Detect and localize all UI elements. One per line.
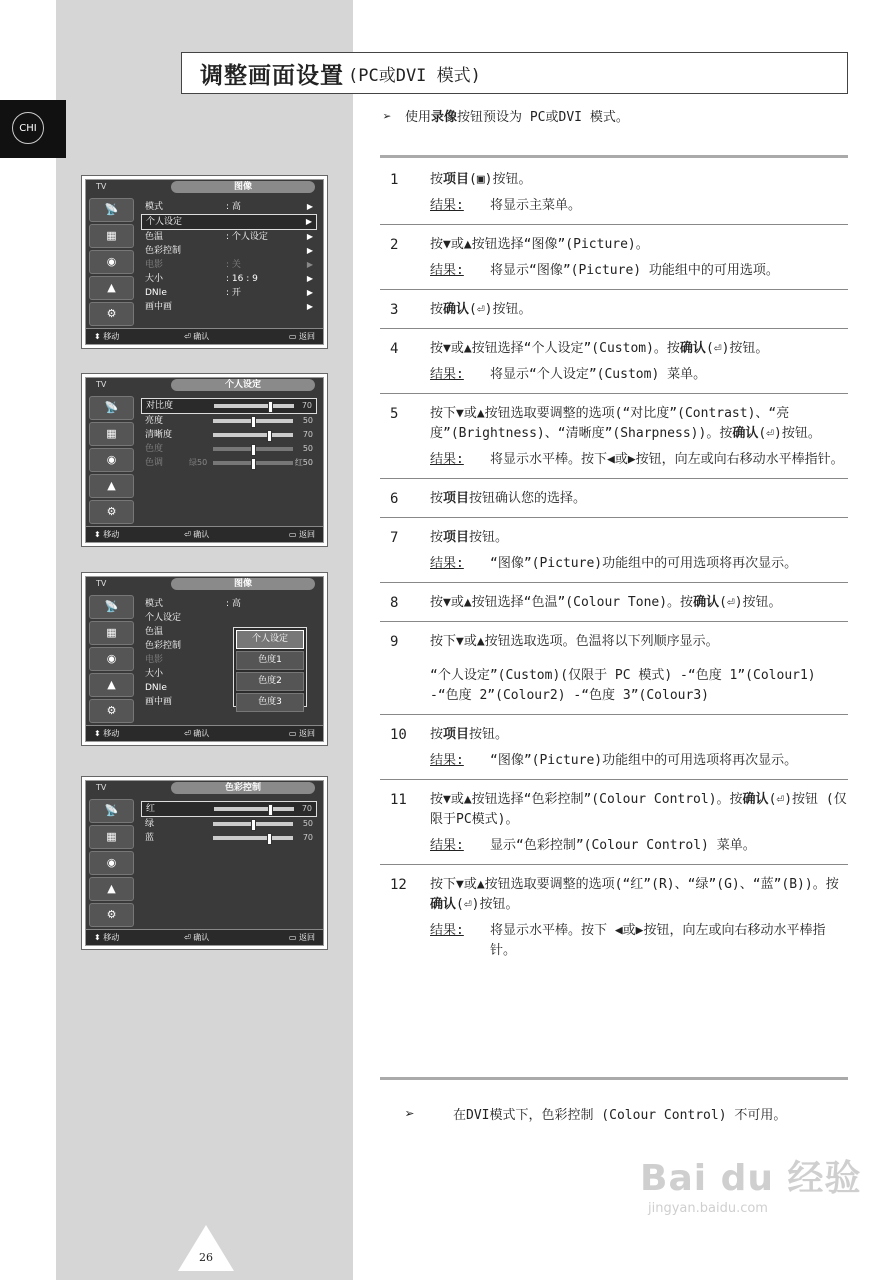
divider-bottom	[380, 1077, 848, 1080]
step-result	[430, 836, 848, 856]
osd-menu-item	[141, 831, 317, 845]
osd-item-value: : 个人设定	[226, 232, 268, 242]
osd-item-label: 大小	[145, 669, 164, 679]
setup-icon: ⚙	[89, 302, 134, 326]
osd-item-label: 大小	[145, 274, 164, 284]
step-segment: 按	[430, 491, 444, 506]
osd-menu-list	[141, 200, 317, 314]
popup-option: 色度1	[236, 651, 304, 670]
step-bold: 项目	[443, 491, 470, 506]
language-tab	[0, 100, 66, 158]
step-segment: 按▼或▲按钮选择“图像”(Picture)。	[430, 237, 649, 252]
note-text: 在DVI模式下，色彩控制 (Colour Control) 不可用。	[453, 1108, 787, 1123]
step-bold: 项目	[443, 172, 470, 187]
osd-slider-knob	[251, 416, 256, 428]
osd-slider-knob	[267, 430, 272, 442]
step-text	[430, 235, 848, 255]
step-number: 3	[390, 302, 399, 318]
osd-icon-column	[89, 396, 134, 526]
osd-slider-knob	[251, 458, 256, 470]
step-text	[430, 170, 848, 190]
chevron-right-icon: ▶	[306, 232, 313, 241]
osd-bar-left-label: 绿50	[189, 458, 208, 467]
step-item	[380, 160, 848, 225]
page-title	[181, 52, 848, 94]
step-result	[430, 921, 848, 961]
step-segment: (⏎)按钮。	[705, 341, 769, 356]
step-segment: 按▼或▲按钮选择“色温”(Colour Tone)。按	[430, 595, 694, 610]
osd-tv-label: TV	[96, 182, 107, 191]
sound-icon: ◉	[89, 250, 134, 274]
osd-item-label: 绿	[145, 819, 155, 829]
osd-slider-value: 50	[302, 819, 313, 828]
osd-slider	[213, 447, 293, 451]
watermark	[640, 1150, 862, 1216]
picture-icon: ▦	[89, 224, 134, 248]
osd-slider-value: 70	[302, 833, 313, 842]
osd-menu-item	[141, 414, 317, 428]
osd-item-label: 色温	[145, 232, 164, 242]
osd-move-hint: ⬍ 移动	[94, 729, 120, 738]
step-result	[430, 450, 848, 470]
osd-move-hint: ⬍ 移动	[94, 332, 120, 341]
step-item	[380, 290, 848, 329]
step-segment: 按下▼或▲按钮选取要调整的选项(“红”(R)、“绿”(G)、“蓝”(B))。按	[430, 877, 839, 892]
result-label: 结果:	[430, 838, 464, 853]
sound-icon: ◉	[89, 448, 134, 472]
osd-colour-control-menu	[81, 776, 328, 950]
step-number: 1	[390, 172, 399, 188]
osd-screen	[85, 377, 324, 543]
osd-menu-item	[141, 300, 317, 314]
osd-item-label: DNIe	[145, 288, 167, 298]
step-text	[430, 489, 848, 509]
step-number: 10	[390, 727, 407, 743]
osd-screen	[85, 576, 324, 742]
osd-menu-item	[141, 244, 317, 258]
watermark-url: jingyan.baidu.com	[648, 1201, 768, 1216]
chevron-right-icon: ▶	[306, 260, 313, 269]
step-segment: (▣)按钮。	[469, 172, 532, 187]
osd-item-value: : 16 : 9	[226, 274, 258, 284]
step-segment: 按钮。	[469, 727, 509, 742]
picture-icon: ▦	[89, 422, 134, 446]
osd-item-label: 色度	[145, 444, 164, 454]
step-item	[380, 715, 848, 780]
step-segment: 按	[430, 530, 444, 545]
popup-option: 色度3	[236, 693, 304, 712]
page-marker	[178, 1225, 234, 1271]
osd-item-value: : 开	[226, 288, 241, 298]
title-sub: (PC或DVI 模式)	[348, 65, 481, 86]
step-text	[430, 528, 848, 548]
step-text	[430, 790, 848, 830]
step-result	[430, 554, 848, 574]
chevron-right-icon: ▶	[306, 302, 313, 311]
antenna-icon: 📡	[89, 198, 134, 222]
chevron-right-icon: ▶	[306, 202, 313, 211]
step-number: 6	[390, 491, 399, 507]
step-text	[430, 632, 848, 652]
step-text	[430, 404, 848, 444]
channel-icon: ▲	[89, 673, 134, 697]
osd-help-bar	[86, 929, 323, 945]
osd-slider	[213, 461, 293, 465]
chevron-right-icon: ▶	[306, 246, 313, 255]
osd-item-label: 模式	[145, 202, 164, 212]
osd-help-bar	[86, 526, 323, 542]
osd-item-label: 个人设定	[146, 217, 183, 227]
result-label: 结果:	[430, 556, 464, 571]
result-label: 结果:	[430, 367, 464, 382]
intro-text: 使用	[405, 110, 432, 125]
antenna-icon: 📡	[89, 396, 134, 420]
osd-slider-value: 红50	[294, 458, 313, 467]
picture-icon: ▦	[89, 825, 134, 849]
step-bold: 确认	[693, 595, 720, 610]
osd-menu-item	[141, 272, 317, 286]
osd-topbar	[86, 577, 323, 591]
result-text: 将显示水平棒。按下 ◀或▶按钮，向左或向右移动水平棒指针。	[490, 923, 826, 958]
osd-item-label: 色彩控制	[145, 246, 182, 256]
arrow-icon: ➢	[383, 109, 392, 125]
osd-move-hint: ⬍ 移动	[94, 933, 120, 942]
osd-menu-item	[141, 817, 317, 831]
colour-tone-popup	[233, 627, 307, 707]
divider-top	[380, 155, 848, 158]
result-text: 将显示主菜单。	[490, 198, 582, 213]
step-bold: 确认	[443, 302, 470, 317]
step-segment: 按下▼或▲按钮选取选项。色温将以下列顺序显示。	[430, 634, 719, 649]
osd-header: 色彩控制	[171, 782, 315, 794]
step-bold: 确认	[430, 897, 457, 912]
step-item	[380, 518, 848, 583]
osd-menu-list	[141, 398, 317, 470]
osd-slider-knob	[268, 401, 273, 413]
osd-back-hint: ▭ 返回	[288, 530, 315, 539]
setup-icon: ⚙	[89, 699, 134, 723]
page-number	[178, 1225, 234, 1271]
step-result	[430, 751, 848, 771]
osd-slider	[213, 419, 293, 423]
step-result	[430, 365, 848, 385]
osd-colour-tone-menu	[81, 572, 328, 746]
chevron-right-icon: ▶	[306, 288, 313, 297]
result-text: “图像”(Picture)功能组中的可用选项将再次显示。	[490, 556, 798, 571]
channel-icon: ▲	[89, 276, 134, 300]
osd-menu-item	[141, 597, 317, 611]
step-result	[430, 196, 848, 216]
osd-menu-list	[141, 801, 317, 845]
osd-header: 个人设定	[171, 379, 315, 391]
step-result	[430, 261, 848, 281]
osd-item-label: 蓝	[145, 833, 155, 843]
step-number: 2	[390, 237, 399, 253]
result-label: 结果:	[430, 452, 464, 467]
osd-header: 图像	[171, 181, 315, 193]
language-badge: CHI	[12, 112, 44, 144]
osd-menu-item	[141, 258, 317, 272]
osd-item-value: : 高	[226, 202, 241, 212]
osd-menu-item	[141, 200, 317, 214]
popup-option: 色度2	[236, 672, 304, 691]
osd-icon-column	[89, 198, 134, 328]
osd-item-label: 清晰度	[145, 430, 173, 440]
osd-slider-value: 50	[302, 444, 313, 453]
osd-screen	[85, 179, 324, 345]
step-number: 12	[390, 877, 407, 893]
osd-item-label: 模式	[145, 599, 164, 609]
step-number: 7	[390, 530, 399, 546]
osd-enter-hint: ⏎ 确认	[184, 530, 210, 539]
sound-icon: ◉	[89, 851, 134, 875]
step-segment: (⏎)按钮。	[469, 302, 532, 317]
result-label: 结果:	[430, 923, 464, 938]
result-text: 将显示“图像”(Picture) 功能组中的可用选项。	[490, 263, 779, 278]
result-label: 结果:	[430, 263, 464, 278]
osd-menu-item	[141, 428, 317, 442]
osd-back-hint: ▭ 返回	[288, 729, 315, 738]
osd-screen	[85, 780, 324, 946]
osd-slider	[213, 433, 293, 437]
step-text	[430, 725, 848, 745]
osd-enter-hint: ⏎ 确认	[184, 729, 210, 738]
osd-back-hint: ▭ 返回	[288, 332, 315, 341]
osd-item-value: : 高	[226, 599, 241, 609]
osd-icon-column	[89, 799, 134, 929]
step-item	[380, 479, 848, 518]
step-segment: 按	[430, 727, 444, 742]
osd-item-label: 电影	[145, 655, 164, 665]
osd-menu-item	[141, 398, 317, 414]
osd-item-label: 色温	[145, 627, 164, 637]
step-segment: 按▼或▲按钮选择“个人设定”(Custom)。按	[430, 341, 680, 356]
osd-item-label: DNIe	[145, 683, 167, 693]
osd-slider-value: 70	[301, 401, 312, 410]
step-segment: (⏎)按钮。	[456, 897, 519, 912]
chevron-right-icon: ▶	[305, 217, 312, 226]
step-number: 11	[390, 792, 407, 808]
osd-menu-item	[141, 230, 317, 244]
osd-slider	[213, 836, 293, 840]
osd-topbar	[86, 180, 323, 194]
osd-help-bar	[86, 725, 323, 741]
osd-slider	[214, 807, 294, 811]
osd-slider-value: 70	[301, 804, 312, 813]
step-text	[430, 300, 848, 320]
title-main: 调整画面设置	[200, 62, 344, 89]
osd-item-label: 亮度	[145, 416, 164, 426]
step-bold: 确认	[732, 426, 759, 441]
step-extra: “个人设定”(Custom)(仅限于 PC 模式) -“色度 1”(Colour1) -“色度 2”(Colour2) -“色度 3”(Colour3)	[430, 668, 816, 703]
osd-slider	[214, 404, 294, 408]
osd-slider-knob	[251, 819, 256, 831]
osd-picture-menu	[81, 175, 328, 349]
result-text: 将显示水平棒。按下◀或▶按钮，向左或向右移动水平棒指针。	[490, 452, 844, 467]
osd-menu-item	[141, 286, 317, 300]
osd-header: 图像	[171, 578, 315, 590]
osd-menu-item	[141, 214, 317, 230]
step-item	[380, 329, 848, 394]
step-segment: (⏎)按钮 (仅限于PC模式)。	[430, 792, 847, 827]
osd-item-label: 画中画	[145, 697, 173, 707]
steps-list	[380, 160, 848, 969]
intro-bold: 录像	[431, 110, 458, 125]
step-item	[380, 225, 848, 290]
osd-back-hint: ▭ 返回	[288, 933, 315, 942]
step-bold: 确认	[742, 792, 769, 807]
step-number: 4	[390, 341, 399, 357]
step-segment: (⏎)按钮。	[719, 595, 782, 610]
osd-tv-label: TV	[96, 579, 107, 588]
osd-slider-value: 70	[302, 430, 313, 439]
watermark-logo: Bai du 经验	[640, 1158, 862, 1199]
result-text: 将显示“个人设定”(Custom) 菜单。	[490, 367, 707, 382]
osd-menu-item	[141, 611, 317, 625]
step-bold: 项目	[443, 727, 470, 742]
step-number: 8	[390, 595, 399, 611]
osd-item-label: 电影	[145, 260, 164, 270]
picture-icon: ▦	[89, 621, 134, 645]
osd-item-label: 色彩控制	[145, 641, 182, 651]
antenna-icon: 📡	[89, 595, 134, 619]
result-text: 显示“色彩控制”(Colour Control) 菜单。	[490, 838, 756, 853]
intro-text-2: 按钮预设为 PC或DVI 模式。	[457, 110, 629, 125]
step-segment: (⏎)按钮。	[758, 426, 821, 441]
step-text	[430, 339, 848, 359]
osd-enter-hint: ⏎ 确认	[184, 933, 210, 942]
step-item	[380, 865, 848, 969]
osd-slider-value: 50	[302, 416, 313, 425]
osd-slider-knob	[268, 804, 273, 816]
channel-icon: ▲	[89, 474, 134, 498]
result-text: “图像”(Picture)功能组中的可用选项将再次显示。	[490, 753, 798, 768]
step-segment: 按钮确认您的选择。	[469, 491, 587, 506]
step-text	[430, 875, 848, 915]
osd-item-label: 对比度	[146, 401, 174, 411]
result-label: 结果:	[430, 753, 464, 768]
setup-icon: ⚙	[89, 500, 134, 524]
osd-item-value: : 关	[226, 260, 241, 270]
arrow-icon: ➢	[405, 1104, 415, 1123]
osd-topbar	[86, 781, 323, 795]
sound-icon: ◉	[89, 647, 134, 671]
osd-move-hint: ⬍ 移动	[94, 530, 120, 539]
osd-tv-label: TV	[96, 783, 107, 792]
osd-item-label: 画中画	[145, 302, 173, 312]
step-item	[380, 780, 848, 865]
osd-item-label: 色调	[145, 458, 164, 468]
step-text	[430, 593, 848, 613]
step-number: 9	[390, 634, 399, 650]
osd-icon-column	[89, 595, 134, 725]
osd-custom-menu	[81, 373, 328, 547]
channel-icon: ▲	[89, 877, 134, 901]
popup-option: 个人设定	[236, 630, 304, 649]
osd-menu-item	[141, 801, 317, 817]
chevron-right-icon: ▶	[306, 274, 313, 283]
osd-menu-item	[141, 456, 317, 470]
footer-note	[405, 1104, 786, 1123]
step-segment: 按	[430, 302, 444, 317]
osd-item-label: 个人设定	[145, 613, 182, 623]
osd-topbar	[86, 378, 323, 392]
osd-help-bar	[86, 328, 323, 344]
setup-icon: ⚙	[89, 903, 134, 927]
step-segment: 按下▼或▲按钮选取要调整的选项(“对比度”(Contrast)、“亮度”(Brightness)、“清晰度”(Sharpness))。按	[430, 406, 790, 441]
osd-slider-knob	[267, 833, 272, 845]
antenna-icon: 📡	[89, 799, 134, 823]
step-bold: 项目	[443, 530, 470, 545]
result-label: 结果:	[430, 198, 464, 213]
step-number: 5	[390, 406, 399, 422]
step-bold: 确认	[679, 341, 706, 356]
step-segment: 按钮。	[469, 530, 509, 545]
osd-menu-item	[141, 442, 317, 456]
intro-note	[383, 106, 629, 125]
osd-slider-knob	[251, 444, 256, 456]
page-number-text: 26	[199, 1251, 213, 1264]
step-item	[380, 583, 848, 622]
step-item	[380, 622, 848, 715]
osd-slider	[213, 822, 293, 826]
osd-item-label: 红	[146, 804, 156, 814]
osd-tv-label: TV	[96, 380, 107, 389]
step-segment: 按▼或▲按钮选择“色彩控制”(Colour Control)。按	[430, 792, 743, 807]
step-item	[380, 394, 848, 479]
step-segment: 按	[430, 172, 444, 187]
osd-enter-hint: ⏎ 确认	[184, 332, 210, 341]
